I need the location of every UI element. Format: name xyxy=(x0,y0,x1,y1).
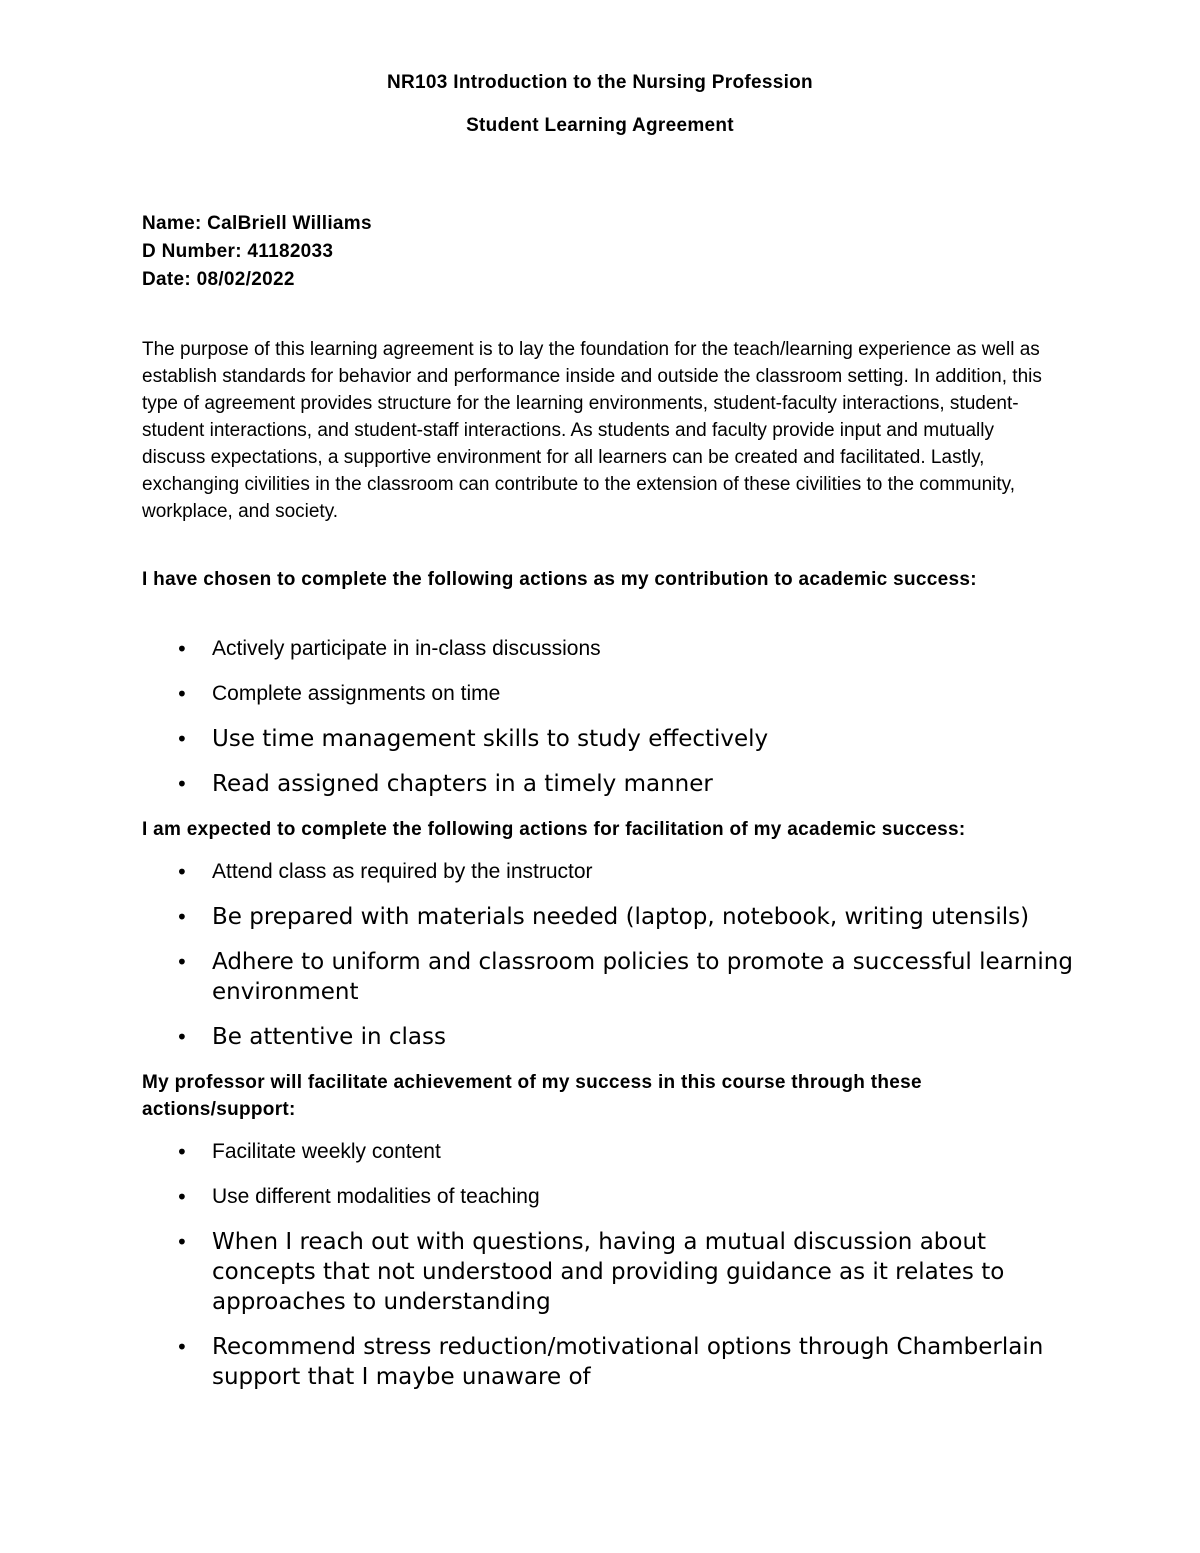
list-item xyxy=(0,1182,1092,1212)
bullet-icon: • xyxy=(176,727,188,751)
list-item-text: Be attentive in class xyxy=(212,1024,446,1050)
list-item-text: Read assigned chapters in a timely manner xyxy=(212,771,713,797)
bullet-icon: • xyxy=(176,1335,188,1359)
list-item-text: When I reach out with questions, having a mutual discussion about concepts that not understood and providing guidance as it relates to approaches to understanding xyxy=(212,1229,1005,1315)
professor-support-list xyxy=(0,1137,1200,1407)
bullet-icon: • xyxy=(176,860,188,884)
section-heading-professor-support: My professor will facilitate achievement of my success in this course through these actions/support: xyxy=(142,1072,922,1120)
document-subtitle: Student Learning Agreement xyxy=(466,115,734,136)
bullet-icon: • xyxy=(176,1025,188,1049)
list-item-text: Use different modalities of teaching xyxy=(212,1185,540,1208)
expected-actions-list xyxy=(0,857,1200,1067)
bullet-icon: • xyxy=(176,1230,188,1254)
list-item-text: Recommend stress reduction/motivational options through Chamberlain support that I maybe unaware of xyxy=(212,1334,1044,1390)
student-d-number: D Number: 41182033 xyxy=(142,241,334,262)
list-item xyxy=(0,1227,1092,1317)
document-title: NR103 Introduction to the Nursing Profession xyxy=(387,72,813,93)
list-item xyxy=(0,857,1092,887)
list-item xyxy=(0,1022,1092,1052)
purpose-paragraph: The purpose of this learning agreement is to lay the foundation for the teach/learning experience as well as establish standards for behavior and performance inside and outside the classroom setting. In addition, this type of agreement provides structure for the learning environments, student-faculty interactions, student-student interactions, and student-staff interactions. As students and faculty provide input and mutually discuss expectations, a supportive environment for all learners can be created and facilitated. Lastly, exchanging civilities in the classroom can contribute to the extension of these civilities to the community, workplace, and society. xyxy=(142,339,1042,522)
list-item xyxy=(0,1137,1092,1167)
student-actions-list xyxy=(0,634,1200,814)
list-item-text: Use time management skills to study effectively xyxy=(212,726,769,752)
list-item xyxy=(0,634,1092,664)
list-item-text: Facilitate weekly content xyxy=(212,1140,441,1163)
list-item xyxy=(0,769,1092,799)
list-item xyxy=(0,947,1092,1007)
student-name: Name: CalBriell Williams xyxy=(142,213,372,234)
list-item-text: Actively participate in in-class discussions xyxy=(212,637,601,660)
bullet-icon: • xyxy=(176,950,188,974)
list-item-text: Complete assignments on time xyxy=(212,682,501,705)
list-item-text: Be prepared with materials needed (laptop, notebook, writing utensils) xyxy=(212,904,1030,930)
list-item xyxy=(0,679,1092,709)
list-item-text: Attend class as required by the instructor xyxy=(212,860,593,883)
bullet-icon: • xyxy=(176,1185,188,1209)
student-info xyxy=(142,210,372,294)
bullet-icon: • xyxy=(176,682,188,706)
list-item xyxy=(0,1332,1092,1392)
section-heading-expected-actions: I am expected to complete the following actions for facilitation of my academic success: xyxy=(142,819,966,840)
agreement-date: Date: 08/02/2022 xyxy=(142,269,295,290)
list-item-text: Adhere to uniform and classroom policies to promote a successful learning environment xyxy=(212,949,1073,1005)
list-item xyxy=(0,724,1092,754)
list-item xyxy=(0,902,1092,932)
section-heading-student-actions: I have chosen to complete the following actions as my contribution to academic success: xyxy=(142,569,977,590)
bullet-icon: • xyxy=(176,772,188,796)
bullet-icon: • xyxy=(176,905,188,929)
bullet-icon: • xyxy=(176,637,188,661)
bullet-icon: • xyxy=(176,1140,188,1164)
